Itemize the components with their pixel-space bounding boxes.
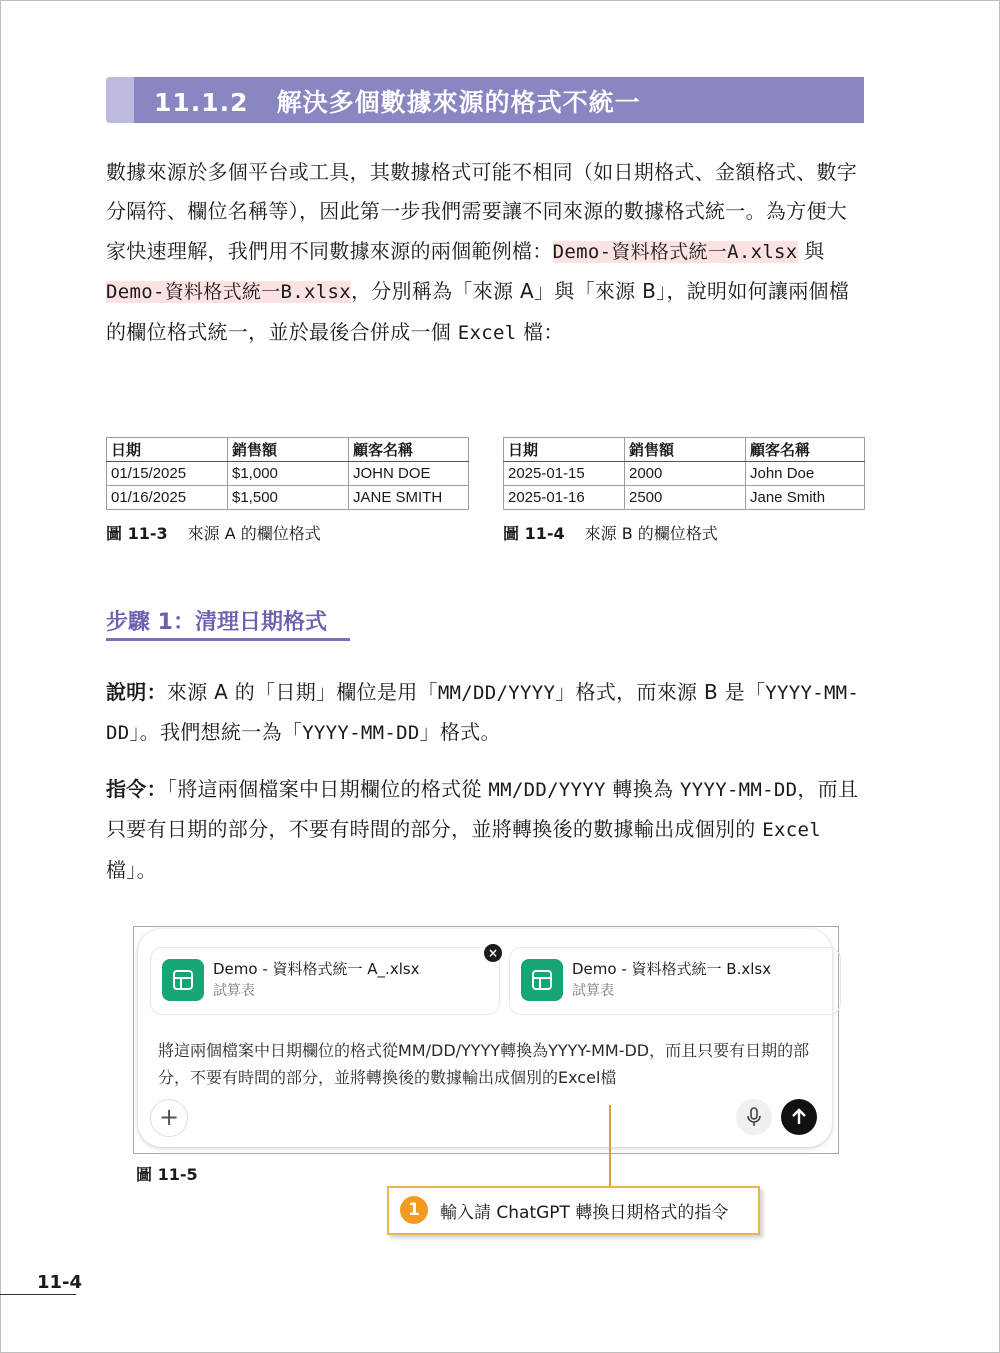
column-header-sales: 銷售額 xyxy=(228,438,349,462)
intro-text-3: ，分別稱為「來源 A」與「來源 B」，說明如何讓兩個檔的欄位格式統一，並於最後合併成一個 xyxy=(106,279,850,344)
instruction-paragraph xyxy=(106,770,866,890)
table-row xyxy=(107,462,469,486)
format-yyyymmdd: YYYY-MM-DD xyxy=(679,779,798,801)
table-cell: 2025-01-16 xyxy=(504,486,625,510)
table-cell: $1,500 xyxy=(228,486,349,510)
caption-text: 來源 B 的欄位格式 xyxy=(584,524,718,543)
table-cell: 2025-01-15 xyxy=(504,462,625,486)
table-row xyxy=(107,486,469,510)
spreadsheet-icon xyxy=(521,959,563,1001)
instruction-text: 轉換為 xyxy=(605,777,680,801)
table-row xyxy=(504,462,865,486)
table-header-row xyxy=(504,438,865,462)
excel-term: Excel xyxy=(762,819,821,842)
instruction-text: 「將這兩個檔案中日期欄位的格式從 xyxy=(166,777,489,801)
explanation-text: 」格式。 xyxy=(419,720,501,745)
caption-text: 來源 A 的欄位格式 xyxy=(187,524,321,543)
table-cell: 01/16/2025 xyxy=(107,486,228,510)
section-number: 11.1.2 xyxy=(154,88,249,117)
prompt-input[interactable]: 將這兩個檔案中日期欄位的格式從MM/DD/YYYY轉換為YYYY-MM-DD，而且只要有日期的部分，不要有時間的部分，並將轉換後的數據輸出成個別的Excel檔 xyxy=(158,1041,810,1087)
attached-file-name: Demo - 資料格式統一 B.xlsx xyxy=(572,960,772,978)
remove-file-icon[interactable]: × xyxy=(484,944,502,962)
table-row xyxy=(504,486,865,510)
caption-number: 圖 11-3 xyxy=(106,524,168,543)
table-header-row xyxy=(107,438,469,462)
heading-accent-strip xyxy=(106,77,134,123)
callout-box xyxy=(387,1186,760,1235)
intro-text-1: 數據來源於多個平台或工具，其數據格式可能不相同（如日期格式、金額格式、數字分隔符、欄位名稱等），因此第一步我們需要讓不同來源的數據格式統一。為方便大家快速理解，我們用不同數據來源的兩個範例檔： xyxy=(106,160,858,263)
table-cell: John Doe xyxy=(746,462,865,486)
figure-caption-11-4 xyxy=(503,521,718,544)
page-number-rule xyxy=(0,1294,76,1295)
step-title-underline xyxy=(106,638,350,641)
caption-number: 圖 11-4 xyxy=(503,524,565,543)
instruction-text: ，而且只要有日期的部分，不要有時間的部分，並將轉換後的數據輸出成個別的 xyxy=(106,777,859,842)
intro-text-4: 檔： xyxy=(516,319,564,344)
source-a-table xyxy=(106,437,469,510)
figure-caption-11-5: 圖 11-5 xyxy=(136,1165,198,1184)
attached-file-name: Demo - 資料格式統一 A_.xlsx xyxy=(213,960,420,978)
attached-file-type: 試算表 xyxy=(213,983,255,999)
format-mmddyyyy: MM/DD/YYYY xyxy=(488,779,606,801)
instruction-label: 指令： xyxy=(106,777,167,801)
format-yyyymmdd: YYYY-MM-DD xyxy=(106,682,860,745)
spreadsheet-icon xyxy=(162,959,204,1001)
intro-paragraph xyxy=(106,153,866,353)
format-mmddyyyy: MM/DD/YYYY xyxy=(437,682,556,704)
microphone-button[interactable] xyxy=(736,1099,772,1135)
column-header-customer: 顧客名稱 xyxy=(349,438,469,462)
callout-number-badge: 1 xyxy=(400,1196,428,1224)
chat-composer xyxy=(138,929,832,1147)
step-1-title: 步驟 1：清理日期格式 xyxy=(106,610,327,635)
column-header-customer: 顧客名稱 xyxy=(746,438,865,462)
explanation-text: 來源 A 的「日期」欄位是用「 xyxy=(166,680,438,704)
section-heading xyxy=(106,77,864,123)
column-header-sales: 銷售額 xyxy=(625,438,746,462)
explanation-paragraph xyxy=(106,673,866,754)
column-header-date: 日期 xyxy=(107,438,228,462)
page-number: 11-4 xyxy=(37,1272,83,1293)
explanation-text: 」。我們想統一為「 xyxy=(129,720,303,745)
table-cell: 2000 xyxy=(625,462,746,486)
file-name-b: Demo-資料格式統一B.xlsx xyxy=(106,281,351,304)
intro-text-2: 與 xyxy=(797,238,825,263)
explanation-label: 說明： xyxy=(106,680,167,704)
attached-file-a[interactable] xyxy=(150,947,500,1015)
format-yyyymmdd: YYYY-MM-DD xyxy=(302,722,420,745)
callout-text: 輸入請 ChatGPT 轉換日期格式的指令 xyxy=(440,1203,729,1223)
column-header-date: 日期 xyxy=(504,438,625,462)
section-title: 解決多個數據來源的格式不統一 xyxy=(276,88,641,117)
instruction-text: 檔」。 xyxy=(106,857,157,882)
table-cell: 01/15/2025 xyxy=(107,462,228,486)
callout-connector xyxy=(609,1105,611,1187)
table-cell: Jane Smith xyxy=(746,486,865,510)
source-b-table xyxy=(503,437,865,510)
table-cell: JANE SMITH xyxy=(349,486,469,510)
file-name-a: Demo-資料格式統一A.xlsx xyxy=(552,240,798,263)
explanation-text: 」格式，而來源 B 是「 xyxy=(555,680,766,704)
send-button[interactable] xyxy=(781,1099,817,1135)
table-cell: JOHN DOE xyxy=(349,462,469,486)
microphone-icon xyxy=(746,1107,762,1127)
excel-term: Excel xyxy=(457,321,517,344)
table-cell: $1,000 xyxy=(228,462,349,486)
add-attachment-button[interactable]: + xyxy=(150,1099,188,1137)
table-cell: 2500 xyxy=(625,486,746,510)
figure-caption-11-3 xyxy=(106,521,321,544)
arrow-up-icon xyxy=(790,1107,808,1127)
attached-file-b[interactable] xyxy=(509,947,841,1015)
attached-file-type: 試算表 xyxy=(572,983,614,999)
